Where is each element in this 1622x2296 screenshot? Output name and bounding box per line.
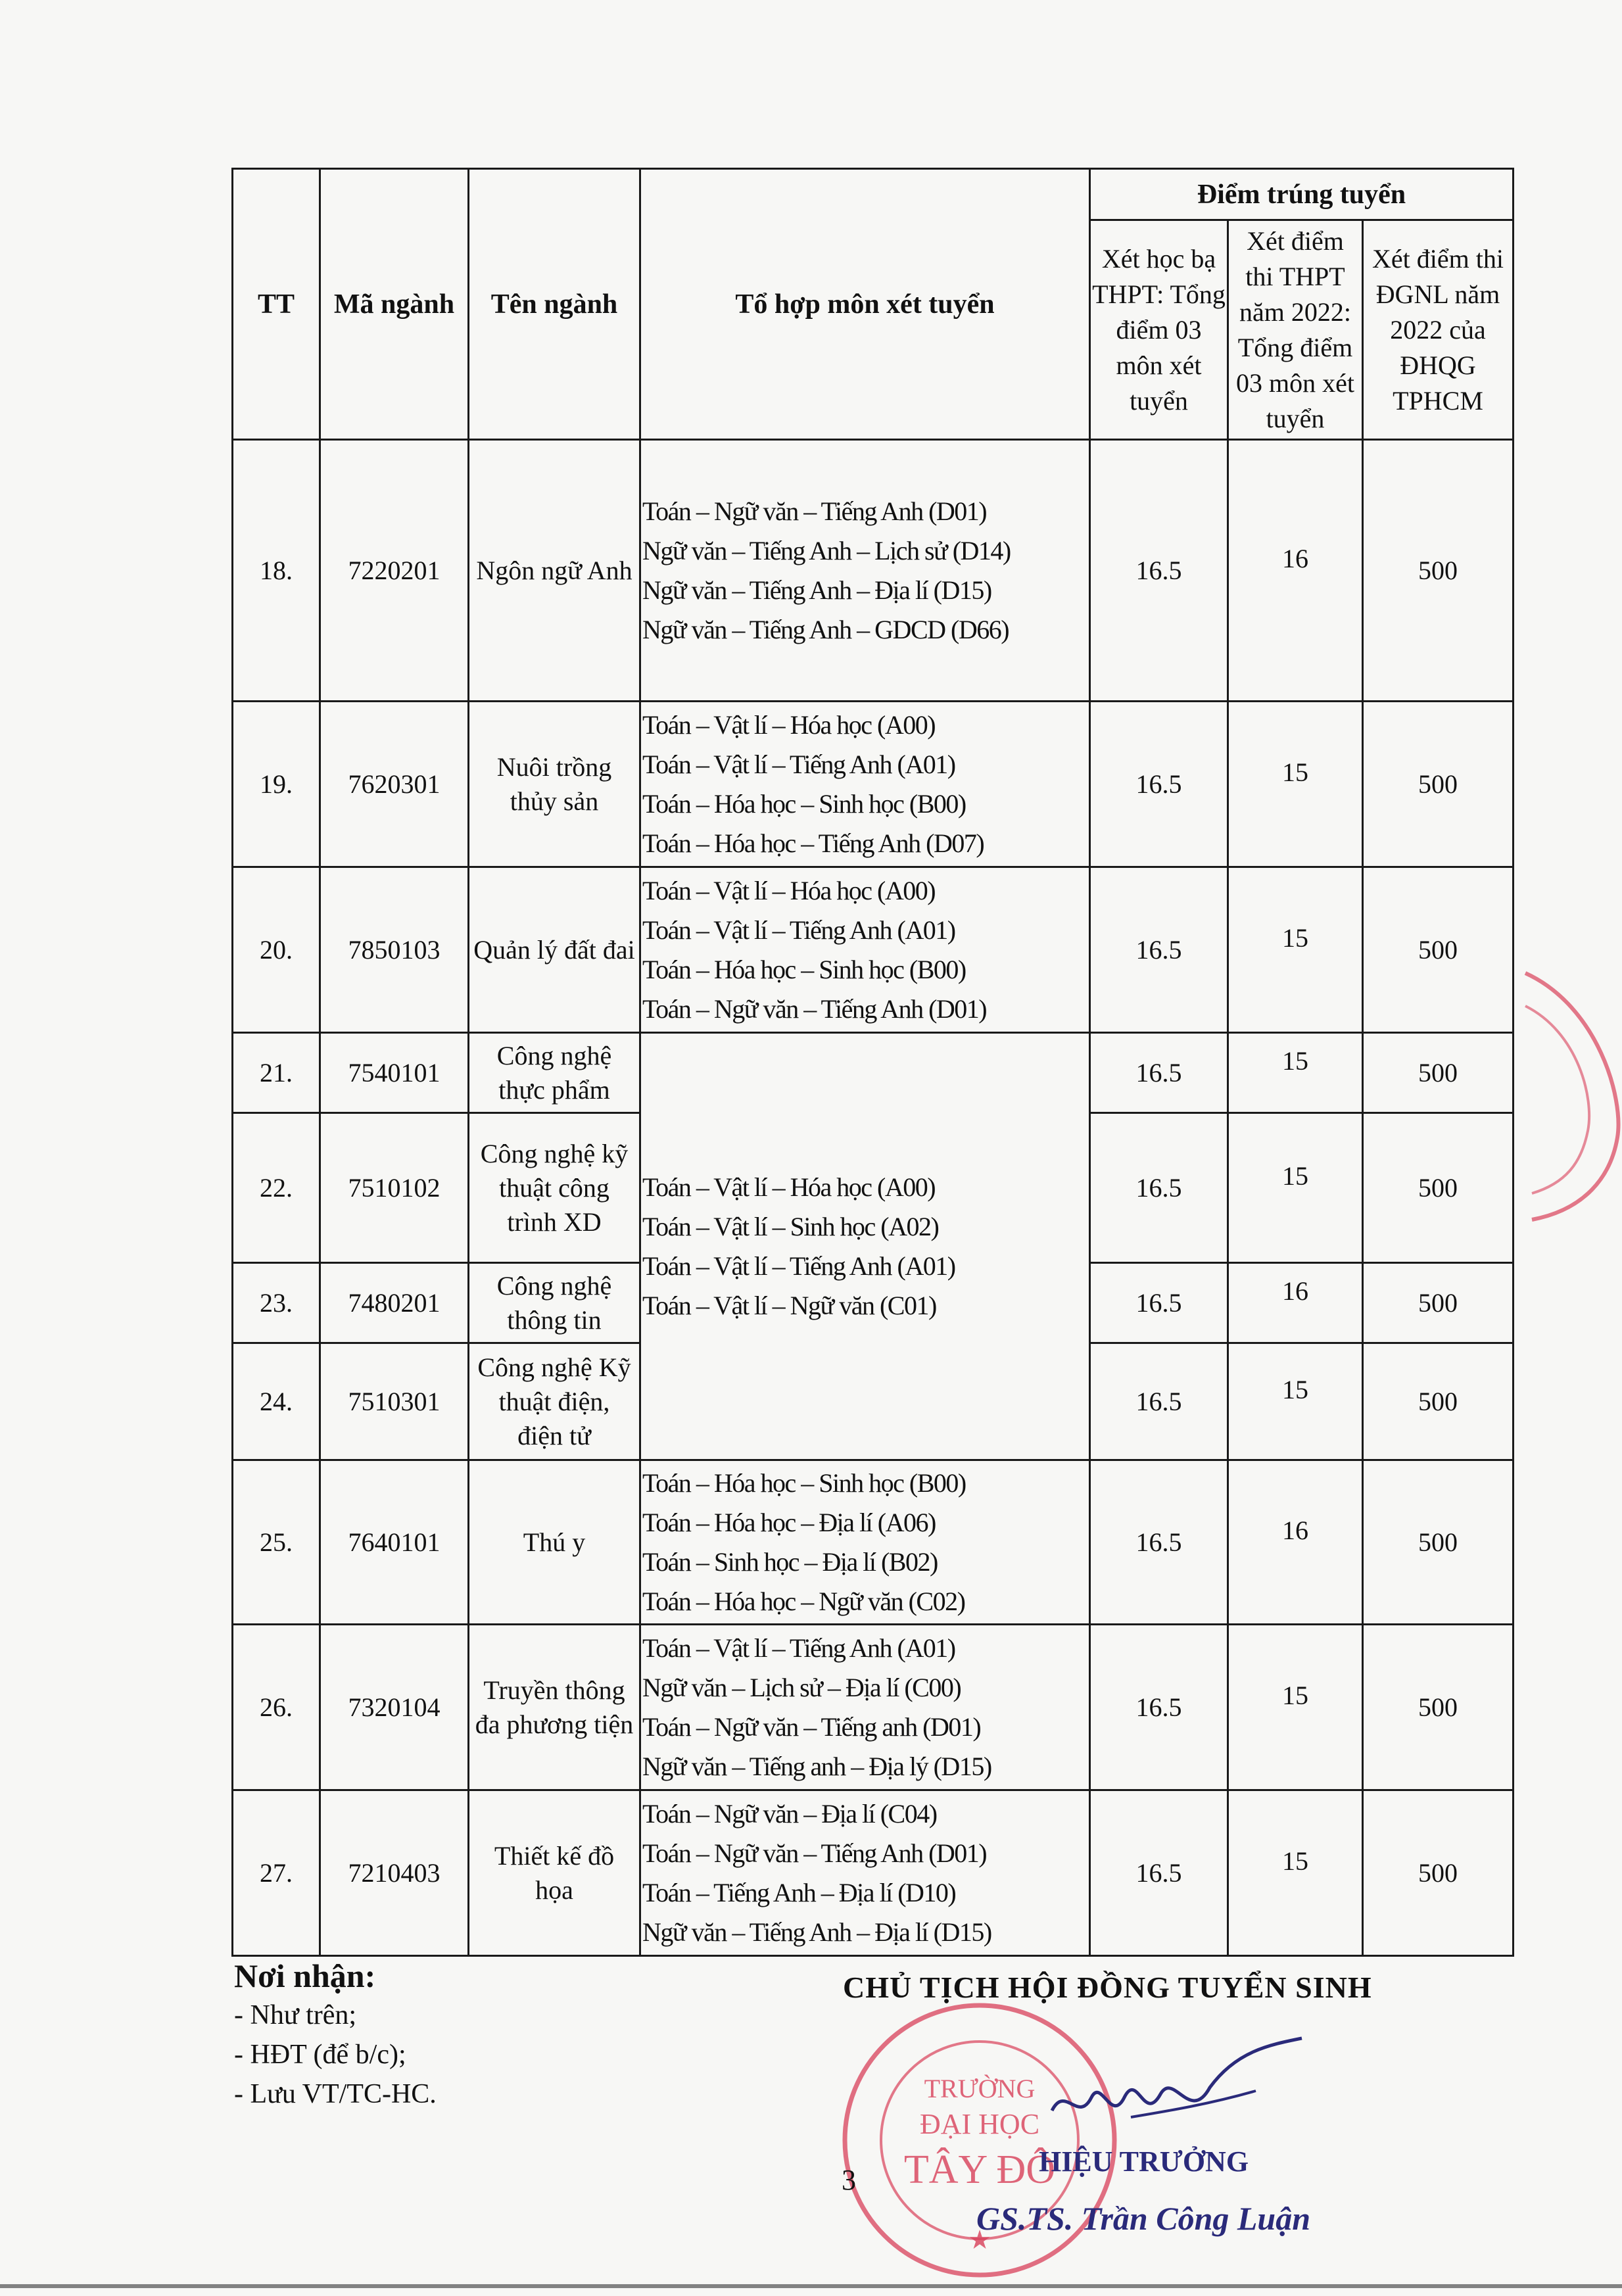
table-row: [233, 1033, 1514, 1113]
combo-line: Toán – Vật lí – Tiếng Anh (A01): [642, 915, 955, 945]
combo-line: Ngữ văn – Tiếng Anh – Địa lí (D15): [642, 575, 991, 605]
cell-hocba: 16.5: [1090, 1113, 1228, 1263]
cell-hocba: 16.5: [1090, 1263, 1228, 1343]
cell-thpt: [1228, 440, 1363, 702]
cell-dgnl: 500: [1363, 867, 1514, 1033]
page-number: 3: [842, 2164, 856, 2196]
combo-line: Ngữ văn – Tiếng Anh – Địa lí (D15): [642, 1917, 991, 1947]
thpt-value: 16: [1282, 543, 1308, 573]
cell-name: Công nghệ kỹ thuật công trình XD: [469, 1113, 640, 1263]
combo-line: Toán – Hóa học – Ngữ văn (C02): [642, 1586, 965, 1616]
table-row: [233, 1790, 1514, 1956]
header-score-group: Điểm trúng tuyển: [1090, 169, 1514, 220]
signer-name: GS.TS. Trần Công Luận: [976, 2200, 1311, 2237]
table-row: [233, 867, 1514, 1033]
thpt-value: 15: [1282, 1680, 1308, 1710]
cell-name: Công nghệ thực phẩm: [469, 1033, 640, 1113]
recipient-item: - HĐT (để b/c);: [234, 2040, 406, 2070]
cell-hocba: 16.5: [1090, 1790, 1228, 1956]
cell-dgnl: 500: [1363, 1343, 1514, 1460]
table-row: [233, 440, 1514, 702]
table-row: [233, 702, 1514, 867]
header-name: Tên ngành: [469, 169, 640, 440]
cell-name: Thiết kế đồ họa: [469, 1790, 640, 1956]
signer-role: HIỆU TRƯỞNG: [1039, 2145, 1249, 2178]
combo-line: Toán – Vật lí – Tiếng Anh (A01): [642, 1251, 955, 1281]
combo-line: Toán – Vật lí – Sinh học (A02): [642, 1211, 939, 1241]
admission-score-table: [231, 168, 1514, 1957]
cell-combos: [640, 440, 1090, 702]
cell-dgnl: 500: [1363, 1625, 1514, 1790]
cell-name: Công nghệ Kỹ thuật điện, điện tử: [469, 1343, 640, 1460]
cell-hocba: 16.5: [1090, 1343, 1228, 1460]
combo-line: Toán – Vật lí – Hóa học (A00): [642, 875, 936, 905]
cell-dgnl: 500: [1363, 1113, 1514, 1263]
cell-name: Ngôn ngữ Anh: [469, 440, 640, 702]
cell-code: 7510102: [320, 1113, 469, 1263]
thpt-value: 15: [1282, 922, 1308, 953]
combo-line: Toán – Hóa học – Sinh học (B00): [642, 1468, 966, 1498]
combo-line: Toán – Ngữ văn – Địa lí (C04): [642, 1798, 937, 1829]
stamp-line: TRƯỜNG: [924, 2074, 1036, 2103]
signature: [1039, 2025, 1315, 2157]
combo-line: Toán – Vật lí – Hóa học (A00): [642, 709, 936, 740]
thpt-value: 15: [1282, 757, 1308, 787]
recipient-item: - Như trên;: [234, 2000, 357, 2030]
combo-line: Toán – Ngữ văn – Tiếng anh (D01): [642, 1711, 981, 1742]
cell-tt: 25.: [233, 1460, 320, 1625]
combo-line: Ngữ văn – Tiếng Anh – Lịch sử (D14): [642, 535, 1011, 565]
cell-thpt: [1228, 1033, 1363, 1113]
cell-name: Thú y: [469, 1460, 640, 1625]
cell-thpt: [1228, 867, 1363, 1033]
cell-combos-shared: [640, 1033, 1090, 1460]
cell-dgnl: 500: [1363, 1790, 1514, 1956]
cell-dgnl: 500: [1363, 1460, 1514, 1625]
recipients-title: Nơi nhận:: [234, 1957, 376, 1994]
combo-line: Ngữ văn – Lịch sử – Địa lí (C00): [642, 1672, 961, 1702]
thpt-value: 15: [1282, 1846, 1308, 1876]
cell-code: 7640101: [320, 1460, 469, 1625]
cell-name: Quản lý đất đai: [469, 867, 640, 1033]
cell-dgnl: 500: [1363, 1033, 1514, 1113]
cell-code: 7320104: [320, 1625, 469, 1790]
combo-line: Toán – Ngữ văn – Tiếng Anh (D01): [642, 993, 987, 1024]
cell-thpt: [1228, 1460, 1363, 1625]
cell-combos: [640, 1790, 1090, 1956]
cell-code: 7210403: [320, 1790, 469, 1956]
stamp-line: ĐẠI HỌC: [919, 2108, 1040, 2140]
cell-hocba: 16.5: [1090, 440, 1228, 702]
cell-thpt: [1228, 1790, 1363, 1956]
cell-tt: 20.: [233, 867, 320, 1033]
cell-hocba: 16.5: [1090, 1033, 1228, 1113]
cell-hocba: 16.5: [1090, 1460, 1228, 1625]
combo-line: Toán – Vật lí – Ngữ văn (C01): [642, 1290, 936, 1320]
thpt-value: 16: [1282, 1276, 1308, 1306]
cell-code: 7480201: [320, 1263, 469, 1343]
cell-code: 7220201: [320, 440, 469, 702]
cell-combos: [640, 702, 1090, 867]
cell-code: 7540101: [320, 1033, 469, 1113]
cell-combos: [640, 1625, 1090, 1790]
cell-thpt: [1228, 1343, 1363, 1460]
cell-thpt: [1228, 1625, 1363, 1790]
recipient-item: - Lưu VT/TC-HC.: [234, 2079, 437, 2109]
cell-name: Nuôi trồng thủy sản: [469, 702, 640, 867]
combo-line: Toán – Sinh học – Địa lí (B02): [642, 1546, 938, 1577]
combo-line: Toán – Vật lí – Hóa học (A00): [642, 1172, 936, 1202]
recipients-block: [234, 1956, 437, 2114]
cell-code: 7620301: [320, 702, 469, 867]
header-code: Mã ngành: [320, 169, 469, 440]
combo-line: Toán – Vật lí – Tiếng Anh (A01): [642, 1633, 955, 1663]
cell-hocba: 16.5: [1090, 1625, 1228, 1790]
combo-line: Toán – Tiếng Anh – Địa lí (D10): [642, 1877, 956, 1907]
cell-combos: [640, 1460, 1090, 1625]
combo-line: Toán – Hóa học – Sinh học (B00): [642, 788, 966, 819]
cell-thpt: [1228, 1263, 1363, 1343]
header-thpt: Xét điểm thi THPT năm 2022: Tổng điểm 03 môn xét tuyển: [1228, 220, 1363, 440]
cell-tt: 23.: [233, 1263, 320, 1343]
cell-tt: 19.: [233, 702, 320, 867]
stamp-line: TÂY ĐÔ: [903, 2147, 1056, 2192]
cell-tt: 27.: [233, 1790, 320, 1956]
combo-line: Toán – Ngữ văn – Tiếng Anh (D01): [642, 496, 987, 526]
combo-line: Toán – Hóa học – Sinh học (B00): [642, 954, 966, 984]
combo-line: Ngữ văn – Tiếng anh – Địa lý (D15): [642, 1751, 991, 1781]
cell-thpt: [1228, 702, 1363, 867]
cell-combos: [640, 867, 1090, 1033]
cell-code: 7850103: [320, 867, 469, 1033]
margin-stamp: [1519, 967, 1622, 1223]
cell-code: 7510301: [320, 1343, 469, 1460]
cell-dgnl: 500: [1363, 440, 1514, 702]
header-combo: Tổ hợp môn xét tuyển: [640, 169, 1090, 440]
cell-name: Công nghệ thông tin: [469, 1263, 640, 1343]
combo-line: Toán – Ngữ văn – Tiếng Anh (D01): [642, 1838, 987, 1868]
combo-line: Toán – Hóa học – Địa lí (A06): [642, 1507, 936, 1537]
signer-title: CHỦ TỊCH HỘI ĐỒNG TUYỂN SINH: [843, 1971, 1372, 2004]
cell-tt: 18.: [233, 440, 320, 702]
cell-tt: 24.: [233, 1343, 320, 1460]
cell-dgnl: 500: [1363, 702, 1514, 867]
combo-line: Ngữ văn – Tiếng Anh – GDCD (D66): [642, 614, 1009, 644]
header-hocba: Xét học bạ THPT: Tổng điểm 03 môn xét tuyển: [1090, 220, 1228, 440]
svg-text:★: ★: [968, 2225, 991, 2255]
cell-thpt: [1228, 1113, 1363, 1263]
scan-border: [0, 2282, 1622, 2291]
thpt-value: 15: [1282, 1160, 1308, 1191]
table-row: [233, 1460, 1514, 1625]
cell-hocba: 16.5: [1090, 867, 1228, 1033]
thpt-value: 15: [1282, 1045, 1308, 1076]
header-dgnl: Xét điểm thi ĐGNL năm 2022 của ĐHQG TPHCM: [1363, 220, 1514, 440]
thpt-value: 15: [1282, 1374, 1308, 1404]
header-tt: TT: [233, 169, 320, 440]
cell-name: Truyền thông đa phương tiện: [469, 1625, 640, 1790]
thpt-value: 16: [1282, 1515, 1308, 1545]
combo-line: Toán – Hóa học – Tiếng Anh (D07): [642, 828, 984, 858]
cell-tt: 22.: [233, 1113, 320, 1263]
table-row: [233, 1625, 1514, 1790]
combo-line: Toán – Vật lí – Tiếng Anh (A01): [642, 749, 955, 779]
cell-hocba: 16.5: [1090, 702, 1228, 867]
cell-dgnl: 500: [1363, 1263, 1514, 1343]
cell-tt: 21.: [233, 1033, 320, 1113]
cell-tt: 26.: [233, 1625, 320, 1790]
